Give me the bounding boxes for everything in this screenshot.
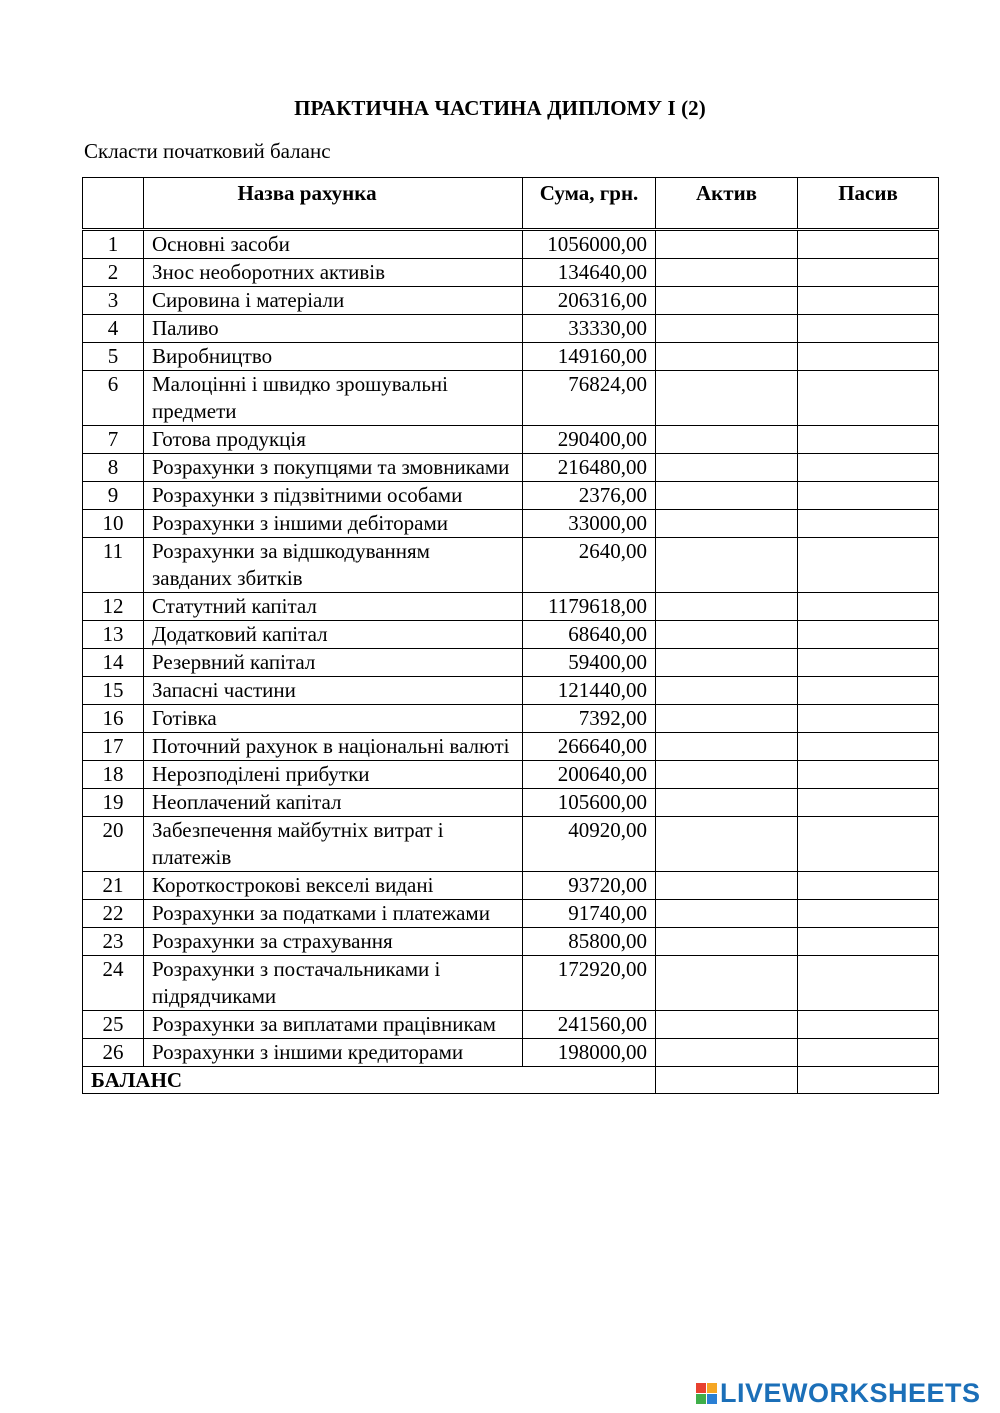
account-amount: 121440,00 xyxy=(523,677,656,705)
table-row xyxy=(83,230,939,259)
account-name: Розрахунки з підзвітними особами xyxy=(144,482,523,510)
account-name: Нерозподілені прибутки xyxy=(144,761,523,789)
liability-answer-field[interactable] xyxy=(798,817,939,872)
liability-answer-field[interactable] xyxy=(798,454,939,482)
account-name: Знос необоротних активів xyxy=(144,259,523,287)
row-number: 15 xyxy=(83,677,144,705)
row-number: 25 xyxy=(83,1011,144,1039)
row-number: 5 xyxy=(83,343,144,371)
row-number: 23 xyxy=(83,928,144,956)
liability-answer-field[interactable] xyxy=(798,621,939,649)
account-name: Розрахунки за відшкодуванням завданих збитків xyxy=(144,538,523,593)
header-liability: Пасив xyxy=(798,178,939,230)
account-name: Розрахунки за виплатами працівникам xyxy=(144,1011,523,1039)
liability-answer-field[interactable] xyxy=(798,315,939,343)
row-number: 1 xyxy=(83,230,144,259)
asset-answer-field[interactable] xyxy=(656,761,798,789)
account-name: Малоцінні і швидко зрошувальні предмети xyxy=(144,371,523,426)
table-row xyxy=(83,593,939,621)
account-amount: 33000,00 xyxy=(523,510,656,538)
liability-answer-field[interactable] xyxy=(798,343,939,371)
account-amount: 33330,00 xyxy=(523,315,656,343)
account-amount: 91740,00 xyxy=(523,900,656,928)
liability-answer-field[interactable] xyxy=(798,482,939,510)
row-number: 7 xyxy=(83,426,144,454)
account-name: Основні засоби xyxy=(144,230,523,259)
table-row xyxy=(83,538,939,593)
account-name: Запасні частини xyxy=(144,677,523,705)
table-row xyxy=(83,426,939,454)
liability-answer-field[interactable] xyxy=(798,538,939,593)
table-row xyxy=(83,315,939,343)
row-number: 20 xyxy=(83,817,144,872)
table-row xyxy=(83,733,939,761)
page-title: ПРАКТИЧНА ЧАСТИНА ДИПЛОМУ І (2) xyxy=(294,96,706,120)
account-name: Статутний капітал xyxy=(144,593,523,621)
account-amount: 7392,00 xyxy=(523,705,656,733)
account-amount: 93720,00 xyxy=(523,872,656,900)
account-name: Розрахунки з постачальниками і підрядчиками xyxy=(144,956,523,1011)
row-number: 22 xyxy=(83,900,144,928)
account-name: Поточний рахунок в національні валюті xyxy=(144,733,523,761)
account-amount: 206316,00 xyxy=(523,287,656,315)
account-amount: 76824,00 xyxy=(523,371,656,426)
table-header-row xyxy=(83,178,939,230)
asset-answer-field[interactable] xyxy=(656,315,798,343)
row-number: 24 xyxy=(83,956,144,1011)
asset-answer-field[interactable] xyxy=(656,538,798,593)
row-number: 16 xyxy=(83,705,144,733)
header-account-name: Назва рахунка xyxy=(144,178,523,230)
row-number: 11 xyxy=(83,538,144,593)
liability-answer-field[interactable] xyxy=(798,928,939,956)
asset-answer-field[interactable] xyxy=(656,287,798,315)
table-row xyxy=(83,371,939,426)
liability-answer-field[interactable] xyxy=(798,1039,939,1067)
asset-answer-field[interactable] xyxy=(656,817,798,872)
liability-answer-field[interactable] xyxy=(798,649,939,677)
liability-answer-field[interactable] xyxy=(798,1011,939,1039)
asset-answer-field[interactable] xyxy=(656,343,798,371)
table-row xyxy=(83,482,939,510)
table-row xyxy=(83,510,939,538)
logo-square xyxy=(696,1394,706,1404)
table-row xyxy=(83,872,939,900)
table-row xyxy=(83,677,939,705)
account-name: Готова продукція xyxy=(144,426,523,454)
liability-answer-field[interactable] xyxy=(798,230,939,259)
row-number: 4 xyxy=(83,315,144,343)
account-amount: 216480,00 xyxy=(523,454,656,482)
header-number xyxy=(83,178,144,230)
account-name: Забезпечення майбутніх витрат і платежів xyxy=(144,817,523,872)
table-row xyxy=(83,1039,939,1067)
liability-answer-field[interactable] xyxy=(798,789,939,817)
balance-total-row xyxy=(83,1067,939,1094)
row-number: 17 xyxy=(83,733,144,761)
header-asset: Актив xyxy=(656,178,798,230)
asset-answer-field[interactable] xyxy=(656,733,798,761)
asset-answer-field[interactable] xyxy=(656,900,798,928)
asset-answer-field[interactable] xyxy=(656,482,798,510)
logo-square xyxy=(696,1383,706,1393)
table-row xyxy=(83,761,939,789)
liability-answer-field[interactable] xyxy=(798,872,939,900)
asset-answer-field[interactable] xyxy=(656,593,798,621)
account-amount: 1179618,00 xyxy=(523,593,656,621)
task-instruction: Скласти початковий баланс xyxy=(84,139,331,163)
row-number: 8 xyxy=(83,454,144,482)
logo-square xyxy=(707,1383,717,1393)
liability-answer-field[interactable] xyxy=(798,761,939,789)
table-row xyxy=(83,649,939,677)
account-name: Неоплачений капітал xyxy=(144,789,523,817)
asset-answer-field[interactable] xyxy=(656,259,798,287)
table-row xyxy=(83,1011,939,1039)
logo-square xyxy=(707,1394,717,1404)
account-amount: 85800,00 xyxy=(523,928,656,956)
account-amount: 200640,00 xyxy=(523,761,656,789)
header-amount: Сума, грн. xyxy=(523,178,656,230)
liability-answer-field[interactable] xyxy=(798,259,939,287)
row-number: 13 xyxy=(83,621,144,649)
row-number: 18 xyxy=(83,761,144,789)
row-number: 9 xyxy=(83,482,144,510)
table-row xyxy=(83,789,939,817)
table-row xyxy=(83,621,939,649)
account-name: Розрахунки за податками і платежами xyxy=(144,900,523,928)
liability-answer-field[interactable] xyxy=(798,371,939,426)
asset-answer-field[interactable] xyxy=(656,956,798,1011)
account-amount: 266640,00 xyxy=(523,733,656,761)
table-row xyxy=(83,900,939,928)
liability-answer-field[interactable] xyxy=(798,705,939,733)
account-amount: 59400,00 xyxy=(523,649,656,677)
account-amount: 172920,00 xyxy=(523,956,656,1011)
asset-answer-field[interactable] xyxy=(656,789,798,817)
table-row xyxy=(83,928,939,956)
asset-answer-field[interactable] xyxy=(656,371,798,426)
asset-answer-field[interactable] xyxy=(656,454,798,482)
account-name: Короткострокові векселі видані xyxy=(144,872,523,900)
row-number: 14 xyxy=(83,649,144,677)
account-amount: 198000,00 xyxy=(523,1039,656,1067)
row-number: 6 xyxy=(83,371,144,426)
account-amount: 105600,00 xyxy=(523,789,656,817)
balance-total-label: БАЛАНС xyxy=(83,1067,656,1094)
table-row xyxy=(83,454,939,482)
account-name: Розрахунки з покупцями та змовниками xyxy=(144,454,523,482)
account-name: Виробництво xyxy=(144,343,523,371)
account-name: Сировина і матеріали xyxy=(144,287,523,315)
table-row xyxy=(83,705,939,733)
liveworksheets-wordmark: LIVEWORKSHEETS xyxy=(720,1378,981,1408)
asset-answer-field[interactable] xyxy=(656,677,798,705)
liability-answer-field[interactable] xyxy=(798,956,939,1011)
liability-answer-field[interactable] xyxy=(798,510,939,538)
balance-total-liability-field[interactable] xyxy=(798,1067,939,1094)
account-name: Розрахунки за страхування xyxy=(144,928,523,956)
account-amount: 241560,00 xyxy=(523,1011,656,1039)
asset-answer-field[interactable] xyxy=(656,649,798,677)
asset-answer-field[interactable] xyxy=(656,872,798,900)
row-number: 3 xyxy=(83,287,144,315)
account-name: Розрахунки з іншими дебіторами xyxy=(144,510,523,538)
asset-answer-field[interactable] xyxy=(656,426,798,454)
row-number: 21 xyxy=(83,872,144,900)
table-row xyxy=(83,343,939,371)
liability-answer-field[interactable] xyxy=(798,426,939,454)
account-amount: 1056000,00 xyxy=(523,230,656,259)
account-amount: 40920,00 xyxy=(523,817,656,872)
liveworksheets-brand xyxy=(696,1378,981,1409)
row-number: 10 xyxy=(83,510,144,538)
asset-answer-field[interactable] xyxy=(656,1011,798,1039)
liability-answer-field[interactable] xyxy=(798,287,939,315)
asset-answer-field[interactable] xyxy=(656,1039,798,1067)
liveworksheets-logo-icon xyxy=(696,1383,717,1404)
row-number: 12 xyxy=(83,593,144,621)
account-amount: 149160,00 xyxy=(523,343,656,371)
account-amount: 2640,00 xyxy=(523,538,656,593)
liability-answer-field[interactable] xyxy=(798,900,939,928)
balance-total-asset-field[interactable] xyxy=(656,1067,798,1094)
account-amount: 134640,00 xyxy=(523,259,656,287)
table-row xyxy=(83,956,939,1011)
account-name: Резервний капітал xyxy=(144,649,523,677)
asset-answer-field[interactable] xyxy=(656,230,798,259)
table-row xyxy=(83,817,939,872)
table-row xyxy=(83,259,939,287)
row-number: 2 xyxy=(83,259,144,287)
account-name: Паливо xyxy=(144,315,523,343)
liability-answer-field[interactable] xyxy=(798,733,939,761)
row-number: 26 xyxy=(83,1039,144,1067)
asset-answer-field[interactable] xyxy=(656,705,798,733)
table-row xyxy=(83,287,939,315)
account-amount: 68640,00 xyxy=(523,621,656,649)
liability-answer-field[interactable] xyxy=(798,677,939,705)
account-amount: 2376,00 xyxy=(523,482,656,510)
account-name: Додатковий капітал xyxy=(144,621,523,649)
liability-answer-field[interactable] xyxy=(798,593,939,621)
account-name: Розрахунки з іншими кредиторами xyxy=(144,1039,523,1067)
account-name: Готівка xyxy=(144,705,523,733)
asset-answer-field[interactable] xyxy=(656,510,798,538)
asset-answer-field[interactable] xyxy=(656,621,798,649)
row-number: 19 xyxy=(83,789,144,817)
account-amount: 290400,00 xyxy=(523,426,656,454)
balance-table xyxy=(82,177,939,1094)
asset-answer-field[interactable] xyxy=(656,928,798,956)
